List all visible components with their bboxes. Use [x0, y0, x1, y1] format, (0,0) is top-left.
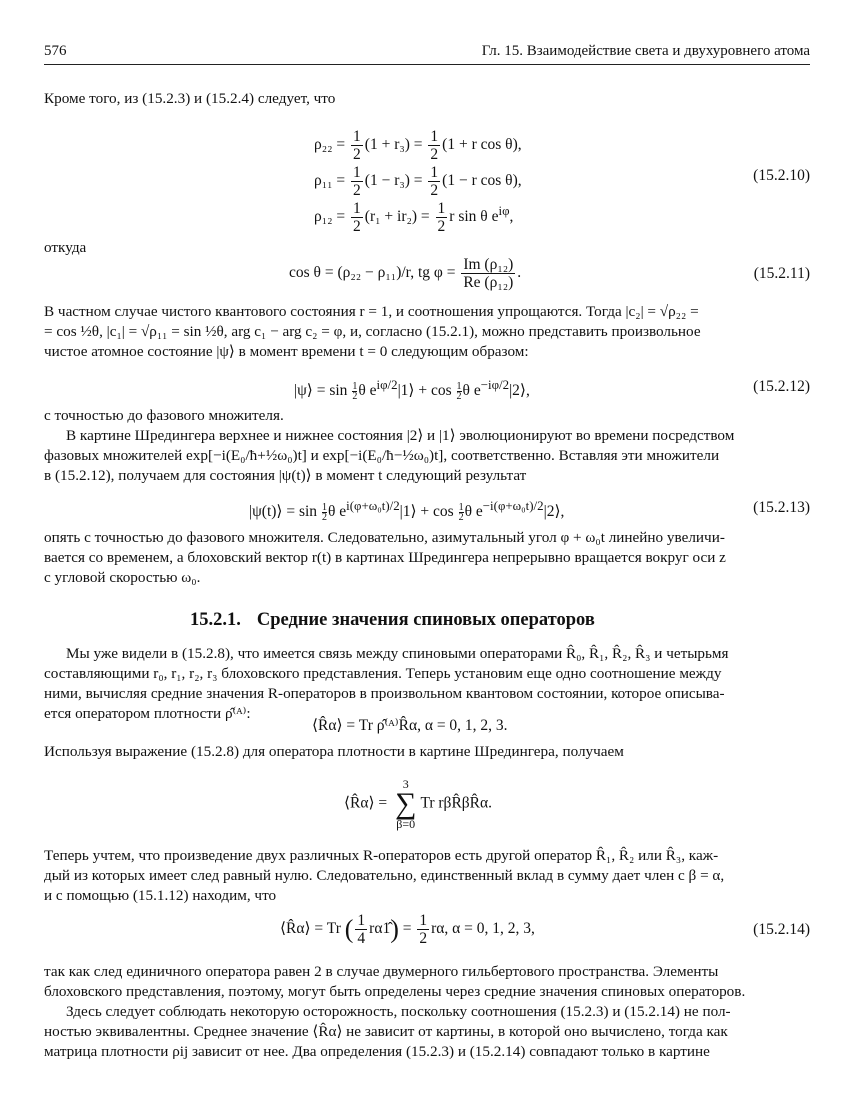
- eq-term: |1⟩ + cos: [397, 382, 452, 400]
- equation-15-2-13: [44, 494, 810, 522]
- equation-line: [344, 778, 492, 830]
- numerator: 1: [437, 200, 446, 217]
- fraction: [459, 503, 464, 522]
- eq-term: (1 + r₃) =: [364, 136, 423, 154]
- eq-term: ⟨R̂α⟩ =: [344, 794, 388, 812]
- equation-line: [314, 200, 513, 235]
- paragraph-line: матрица плотности ρij зависит от нее. Два определения (15.2.3) и (15.2.14) совпадают только в картине: [44, 1043, 710, 1060]
- paragraph-line: так как след единичного оператора равен 2 в случае двумерного гильбертового пространства. Элементы: [44, 963, 719, 980]
- equation-sum: [44, 774, 810, 830]
- eq-term: Tr rβR̂βR̂α.: [420, 794, 493, 812]
- eq-term: |2⟩,: [509, 382, 530, 400]
- eq-term: =: [402, 920, 412, 938]
- denominator: 2: [321, 512, 327, 524]
- paragraph-line: Здесь следует соблюдать некоторую осторожность, поскольку соотношения (15.2.3) и (15.2.14) не пол-: [66, 1003, 731, 1020]
- fraction: [352, 382, 357, 401]
- equation-number: (15.2.12): [753, 378, 810, 395]
- paragraph-line: дый из которых имеет след равный нулю. Следовательно, единственный вклад в сумму дает член с β = α,: [44, 867, 725, 884]
- eq-term: θ e: [358, 382, 377, 400]
- eq-term: |2⟩,: [543, 503, 565, 521]
- numerator: 1: [419, 912, 428, 929]
- numerator: 1: [353, 128, 361, 145]
- exponent: −i(φ+ω₀t)/2: [482, 498, 544, 513]
- paragraph-line: В картине Шредингера верхнее и нижнее состояния |2⟩ и |1⟩ эволюционируют во времени посредством: [66, 427, 735, 444]
- eq-term: |1⟩ + cos: [399, 503, 454, 521]
- eq-term: rα1̂: [369, 920, 391, 938]
- eq-term: r sin θ e: [449, 208, 499, 226]
- paragraph-line: опять с точностью до фазового множителя. Следовательно, азимутальный угол φ + ω₀t линейно увеличи-: [44, 529, 725, 546]
- running-title: Гл. 15. Взаимодействие света и двухуровнего атома: [481, 43, 810, 59]
- eq-term: (1 − r cos θ),: [442, 172, 522, 190]
- equation-number: (15.2.10): [753, 167, 810, 184]
- fraction: [322, 503, 327, 522]
- fraction: [355, 912, 367, 947]
- eq-term: .: [517, 264, 522, 282]
- eq-term: (1 + r cos θ),: [442, 136, 522, 154]
- paragraph-line: ностью эквивалентны. Среднее значение ⟨R̂α⟩ не зависит от картины, в которой оно вычислено, тогда как: [44, 1023, 728, 1040]
- eq-term: (1 − r₃) =: [364, 172, 423, 190]
- paragraph-line: блоховского представления, поэтому, могут быть определены через средние значения спиновых операторов.: [44, 983, 746, 1000]
- denominator: 2: [353, 182, 361, 199]
- paren: ): [390, 914, 399, 944]
- eq-term: ⟨R̂α⟩ = Tr: [280, 920, 341, 938]
- denominator: 2: [456, 391, 462, 403]
- equation-15-2-10: [44, 128, 810, 238]
- numerator: 1: [352, 381, 358, 393]
- eq-term: ,: [509, 208, 514, 226]
- page-header: [44, 40, 810, 65]
- paren: (: [344, 914, 354, 944]
- fraction: [351, 164, 363, 199]
- denominator: 2: [352, 391, 358, 403]
- paragraph-line: чистое атомное состояние |ψ⟩ в момент времени t = 0 следующим образом:: [44, 343, 529, 360]
- eq-term: θ e: [462, 382, 481, 400]
- equation-15-2-12: [44, 373, 810, 401]
- eq-term: |ψ(t)⟩ = sin: [249, 503, 318, 521]
- paragraph-line: составляющими r₀, r₁, r₂, r₃ блоховского представления. Теперь установим еще одно соотношение между: [44, 665, 722, 682]
- exponent: iφ: [498, 202, 510, 218]
- fraction: [436, 200, 448, 235]
- fraction: [351, 200, 363, 235]
- equation-line: [289, 256, 521, 291]
- fraction: [428, 164, 440, 199]
- paragraph-line: ется оператором плотности ρ̂⁽ᴬ⁾:: [44, 705, 251, 722]
- numerator: 1: [321, 502, 327, 514]
- eq-term: θ e: [327, 503, 347, 521]
- equation-mean-value: [44, 716, 810, 740]
- paragraph-line: Используя выражение (15.2.8) для оператора плотности в картине Шредингера, получаем: [44, 743, 624, 760]
- paragraph-line: в (15.2.12), получаем для состояния |ψ(t)⟩ в момент t следующий результат: [44, 467, 527, 484]
- page-number: 576: [44, 43, 67, 59]
- paragraph: откуда: [44, 239, 87, 256]
- paragraph-line: вается со временем, а блоховский вектор r(t) в картинах Шредингера непрерывно вращается вокруг оси z: [44, 549, 726, 566]
- denominator: 2: [437, 218, 446, 235]
- numerator: 1: [458, 502, 464, 514]
- equation-line: [280, 912, 535, 947]
- eq-term: ρ₁₁ =: [314, 172, 346, 190]
- paragraph-line: фазовых множителей exp[−i(E₀/ħ+½ω₀)t] и exp[−i(E₀/ħ−½ω₀)t], соответственно. Вставляя эти множители: [44, 447, 720, 464]
- paragraph-line: Мы уже видели в (15.2.8), что имеется связь между спиновыми операторами R̂₀, R̂₁, R̂₂, R̂₃ и четырьмя: [66, 645, 729, 662]
- numerator: 1: [456, 381, 462, 393]
- paragraph-line: ними, вычисляя средние значения R-операторов в произвольном квантовом состоянии, которое описыва-: [44, 685, 725, 702]
- paragraph-line: = cos ½θ, |c₁| = √ρ₁₁ = sin ½θ, arg c₁ − arg c₂ = φ, и, согласно (15.2.1), можно представить произвольное: [44, 323, 701, 340]
- equation-line: [314, 128, 522, 163]
- equation-line: [249, 496, 564, 522]
- equation-line: [294, 375, 530, 401]
- exponent: i(φ+ω₀t)/2: [346, 498, 400, 513]
- eq-term: rα, α = 0, 1, 2, 3,: [431, 920, 535, 938]
- eq-term: θ e: [464, 503, 483, 521]
- eq-term: ρ₂₂ =: [314, 136, 346, 154]
- numerator: 1: [430, 164, 439, 181]
- equation-number: (15.2.14): [753, 921, 810, 938]
- fraction: [351, 128, 363, 163]
- denominator: 2: [353, 146, 361, 163]
- equation-15-2-14: [44, 912, 810, 952]
- denominator: 2: [458, 512, 464, 524]
- equation-15-2-11: [44, 256, 810, 296]
- paragraph-line: с точностью до фазового множителя.: [44, 407, 284, 424]
- denominator: 2: [430, 146, 439, 163]
- eq-term: (r₁ + ir₂) =: [364, 208, 430, 226]
- fraction: [461, 256, 515, 291]
- section-title: Средние значения спиновых операторов: [256, 610, 595, 630]
- section-heading: [190, 610, 595, 631]
- exponent: −iφ/2: [480, 377, 510, 392]
- denominator: Re (ρ₁₂): [463, 274, 514, 291]
- paragraph-line: В частном случае чистого квантового состояния r = 1, и соотношения упрощаются. Тогда |c₂| = √ρ₂₂ =: [44, 303, 699, 320]
- numerator: 1: [353, 200, 361, 217]
- paragraph-line: Теперь учтем, что произведение двух различных R-операторов есть другой оператор R̂₁, R̂₂ или R̂₃, каж-: [44, 847, 719, 864]
- sum-upper-limit: 3: [402, 777, 409, 791]
- paragraph-line: с угловой скоростью ω₀.: [44, 569, 201, 586]
- numerator: Im (ρ₁₂): [463, 256, 514, 273]
- denominator: 2: [430, 182, 439, 199]
- fraction: [428, 128, 440, 163]
- sum-lower-limit: β=0: [396, 817, 416, 831]
- sigma-icon: ∑: [395, 787, 417, 820]
- fraction: [457, 382, 462, 401]
- eq-term: |ψ⟩ = sin: [294, 382, 348, 400]
- fraction: [417, 912, 429, 947]
- denominator: 4: [357, 930, 366, 947]
- numerator: 1: [430, 128, 439, 145]
- equation-number: (15.2.11): [753, 265, 810, 282]
- numerator: 1: [357, 912, 366, 929]
- sum-symbol: [395, 778, 416, 830]
- denominator: 2: [353, 218, 361, 235]
- eq-term: ρ₁₂ =: [314, 208, 346, 226]
- exponent: iφ/2: [376, 377, 398, 392]
- paragraph: Кроме того, из (15.2.3) и (15.2.4) следует, что: [44, 90, 336, 107]
- paragraph-line: и с помощью (15.1.12) находим, что: [44, 887, 277, 904]
- equation-number: (15.2.13): [753, 499, 810, 516]
- numerator: 1: [353, 164, 361, 181]
- denominator: 2: [419, 930, 428, 947]
- equation-line: ⟨R̂α⟩ = Tr ρ̂⁽ᴬ⁾R̂α, α = 0, 1, 2, 3.: [312, 717, 508, 734]
- section-number: 15.2.1.: [190, 610, 241, 630]
- eq-term: cos θ = (ρ₂₂ − ρ₁₁)/r, tg φ =: [289, 264, 456, 282]
- equation-line: [314, 164, 522, 199]
